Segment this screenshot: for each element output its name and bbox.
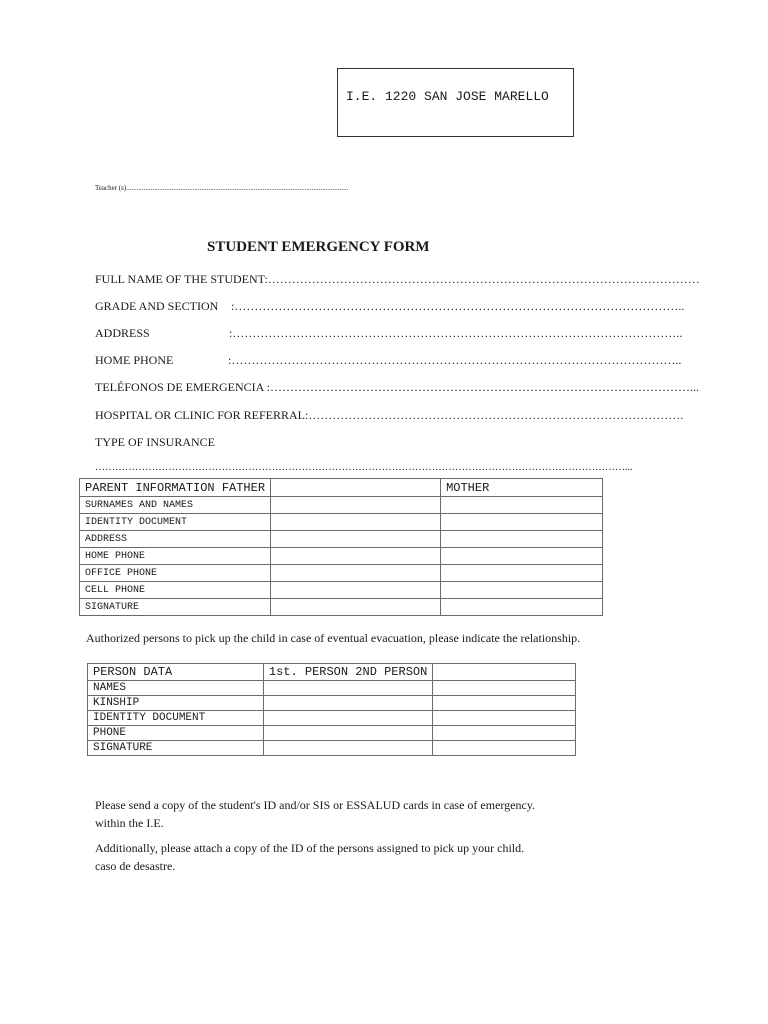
teacher-line: Teacher (s)............................................................................................................................... [95, 184, 349, 192]
table-row [80, 514, 603, 531]
table-row [88, 696, 576, 711]
table-row [80, 531, 603, 548]
field-label: HOME PHONE [95, 353, 174, 367]
authorized-persons-text: Authorized persons to pick up the child in case of eventual evacuation, please indicate the relationship. [86, 631, 581, 645]
table-row [80, 497, 603, 514]
father-cell[interactable] [271, 514, 441, 531]
table-row [88, 741, 576, 756]
field-insurance [95, 435, 215, 450]
insurance-dots: ……………………………………………………………………………………………………………………………………………... [95, 462, 633, 473]
mother-cell[interactable] [441, 514, 603, 531]
field-dots: :………………………………………………………………………………………………….. [229, 326, 683, 340]
father-cell[interactable] [271, 531, 441, 548]
row-label: SIGNATURE [80, 599, 271, 616]
row-label: NAMES [88, 681, 264, 696]
table-header-cell: PERSON DATA [88, 664, 264, 681]
second-person-cell[interactable] [433, 681, 576, 696]
second-person-cell[interactable] [433, 726, 576, 741]
father-cell[interactable] [271, 548, 441, 565]
field-dots: …………………………………………………………………………………. [308, 408, 684, 422]
school-name-box [337, 68, 574, 137]
field-label: TELÉFONOS DE EMERGENCIA : [95, 380, 270, 394]
table-row [80, 582, 603, 599]
note-line: Additionally, please attach a copy of the ID of the persons assigned to pick up your child. [95, 841, 525, 855]
note-line: Please send a copy of the student's ID and/or SIS or ESSALUD cards in case of emergency. [95, 798, 536, 812]
second-person-cell[interactable] [433, 711, 576, 726]
table-header-cell: PARENT INFORMATION FATHER [80, 479, 271, 497]
mother-cell[interactable] [441, 531, 603, 548]
father-cell[interactable] [271, 582, 441, 599]
row-label: SIGNATURE [88, 741, 264, 756]
school-name: I.E. 1220 SAN JOSE MARELLO [346, 89, 549, 104]
field-hospital [95, 408, 683, 423]
first-person-cell[interactable] [263, 696, 432, 711]
row-label: CELL PHONE [80, 582, 271, 599]
table-header-cell [433, 664, 576, 681]
field-grade-section [95, 299, 684, 314]
table-row [88, 711, 576, 726]
table-header-cell: 1st. PERSON 2ND PERSON [263, 664, 432, 681]
field-emergency-phones [95, 380, 699, 395]
table-row [88, 726, 576, 741]
table-row [88, 681, 576, 696]
table-header-row [80, 479, 603, 497]
row-label: HOME PHONE [80, 548, 271, 565]
table-header-row [88, 664, 576, 681]
field-dots: ……………………………………………………………………………………………... [270, 380, 699, 394]
field-label: GRADE AND SECTION [95, 299, 219, 313]
field-label: TYPE OF INSURANCE [95, 435, 216, 449]
second-person-cell[interactable] [433, 696, 576, 711]
form-title: STUDENT EMERGENCY FORM [207, 239, 430, 255]
field-address [95, 326, 682, 341]
father-cell[interactable] [271, 599, 441, 616]
table-row [80, 599, 603, 616]
table-header-cell [271, 479, 441, 497]
persons-table [87, 663, 576, 756]
table-row [80, 548, 603, 565]
father-cell[interactable] [271, 565, 441, 582]
field-full-name [95, 272, 700, 287]
row-label: IDENTITY DOCUMENT [88, 711, 264, 726]
field-label: HOSPITAL OR CLINIC FOR REFERRAL: [95, 408, 309, 422]
field-home-phone [95, 353, 681, 368]
first-person-cell[interactable] [263, 741, 432, 756]
father-cell[interactable] [271, 497, 441, 514]
field-dots: ……………………………………………………………………………………………… [267, 272, 700, 286]
table-row [80, 565, 603, 582]
note-line: caso de desastre. [95, 859, 176, 873]
first-person-cell[interactable] [263, 711, 432, 726]
parents-table [79, 478, 603, 616]
second-person-cell[interactable] [433, 741, 576, 756]
note-line: within the I.E. [95, 816, 164, 830]
row-label: SURNAMES AND NAMES [80, 497, 271, 514]
row-label: PHONE [88, 726, 264, 741]
row-label: ADDRESS [80, 531, 271, 548]
mother-cell[interactable] [441, 548, 603, 565]
mother-cell[interactable] [441, 497, 603, 514]
field-dots: :………………………………………………………………………………………………….. [231, 299, 685, 313]
row-label: KINSHIP [88, 696, 264, 711]
row-label: IDENTITY DOCUMENT [80, 514, 271, 531]
first-person-cell[interactable] [263, 681, 432, 696]
first-person-cell[interactable] [263, 726, 432, 741]
field-dots: :………………………………………………………………………………………………….. [228, 353, 682, 367]
mother-cell[interactable] [441, 582, 603, 599]
field-label: FULL NAME OF THE STUDENT: [95, 272, 268, 286]
mother-cell[interactable] [441, 565, 603, 582]
table-header-cell: MOTHER [441, 479, 603, 497]
row-label: OFFICE PHONE [80, 565, 271, 582]
mother-cell[interactable] [441, 599, 603, 616]
field-label: ADDRESS [95, 326, 150, 340]
